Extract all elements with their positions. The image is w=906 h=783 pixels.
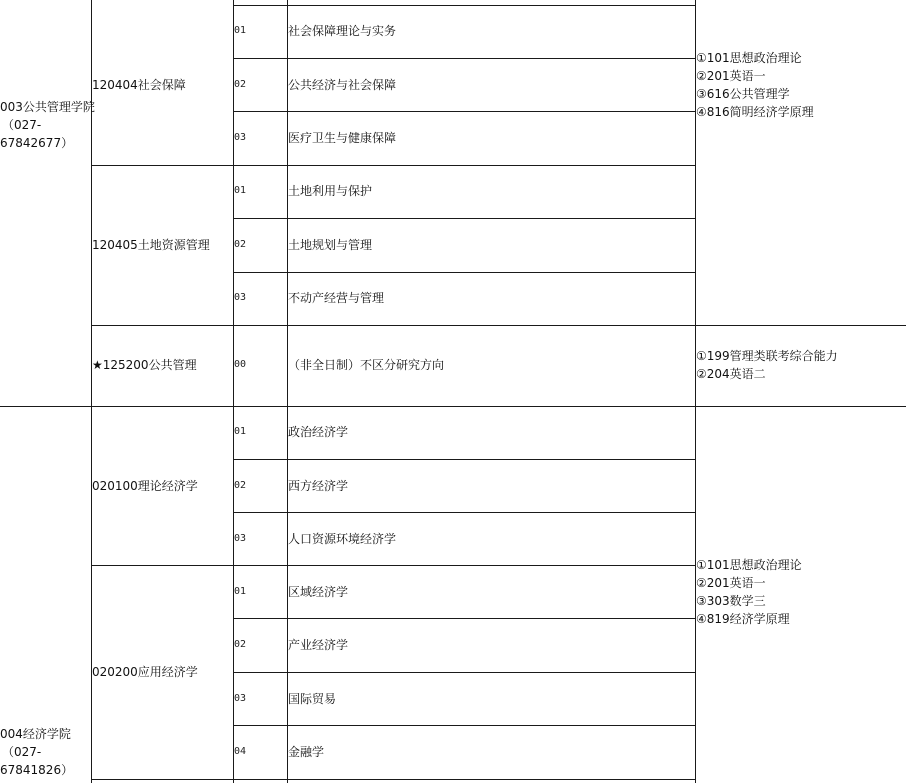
grid-line — [233, 272, 696, 273]
grid-line — [287, 0, 288, 783]
direction-code: 04 — [234, 746, 247, 757]
major-label: 020100理论经济学 — [92, 479, 198, 493]
exam-subjects-cell — [696, 347, 838, 383]
grid-line — [91, 325, 906, 326]
grid-line — [233, 58, 696, 59]
direction-name: 西方经济学 — [288, 479, 349, 493]
grid-line — [233, 459, 696, 460]
direction-name: 公共经济与社会保障 — [288, 78, 397, 92]
exam-subject: ①199管理类联考综合能力 — [696, 349, 838, 363]
direction-code: 03 — [234, 292, 247, 303]
direction-name: （非全日制）不区分研究方向 — [288, 358, 445, 372]
exam-subject: ③616公共管理学 — [696, 87, 790, 101]
direction-code: 00 — [234, 359, 247, 370]
direction-name: 社会保障理论与实务 — [288, 24, 397, 38]
exam-subject: ④819经济学原理 — [696, 612, 790, 626]
department-cell — [0, 98, 95, 152]
exam-subject: ②204英语二 — [696, 367, 766, 381]
direction-code: 03 — [234, 693, 247, 704]
direction-code: 01 — [234, 426, 247, 437]
direction-name: 医疗卫生与健康保障 — [288, 131, 397, 145]
grid-line — [233, 218, 696, 219]
major-label: 020200应用经济学 — [92, 665, 198, 679]
grid-line — [91, 565, 696, 566]
grid-line — [233, 618, 696, 619]
exam-subject: ②201英语一 — [696, 576, 766, 590]
department-cell — [0, 725, 73, 779]
major-label: ★125200公共管理 — [92, 358, 197, 372]
direction-code: 02 — [234, 79, 247, 90]
exam-subject: ①101思想政治理论 — [696, 558, 802, 572]
direction-code: 01 — [234, 25, 247, 36]
department-phone: （027- — [2, 118, 42, 132]
direction-name: 区域经济学 — [288, 585, 349, 599]
direction-code: 01 — [234, 185, 247, 196]
department-phone: 67842677） — [0, 136, 74, 150]
direction-code: 02 — [234, 480, 247, 491]
grid-line — [91, 165, 696, 166]
exam-subject: ③303数学三 — [696, 594, 766, 608]
major-label: 120405土地资源管理 — [92, 238, 210, 252]
grid-line — [233, 672, 696, 673]
grid-line — [233, 725, 696, 726]
direction-name: 政治经济学 — [288, 425, 349, 439]
direction-name: 土地规划与管理 — [288, 238, 373, 252]
major-label: 120404社会保障 — [92, 78, 186, 92]
department-phone: 67841826） — [0, 763, 74, 777]
department-name: 004经济学院 — [0, 727, 71, 741]
department-name: 003公共管理学院 — [0, 100, 95, 114]
exam-subjects-cell — [696, 49, 814, 121]
direction-name: 土地利用与保护 — [288, 184, 373, 198]
direction-code: 02 — [234, 239, 247, 250]
department-phone: （027- — [2, 745, 42, 759]
direction-code: 02 — [234, 639, 247, 650]
grid-line — [233, 111, 696, 112]
grid-line — [233, 0, 234, 783]
direction-name: 产业经济学 — [288, 638, 349, 652]
grid-line — [0, 406, 906, 407]
exam-subjects-cell — [696, 556, 802, 628]
exam-subject: ②201英语一 — [696, 69, 766, 83]
direction-code: 03 — [234, 132, 247, 143]
direction-name: 人口资源环境经济学 — [288, 532, 397, 546]
direction-name: 国际贸易 — [288, 692, 337, 706]
direction-name: 不动产经营与管理 — [288, 291, 385, 305]
exam-subject: ①101思想政治理论 — [696, 51, 802, 65]
grid-line — [233, 512, 696, 513]
direction-code: 01 — [234, 586, 247, 597]
grid-line — [233, 5, 696, 6]
grid-line — [91, 779, 696, 780]
direction-name: 金融学 — [288, 745, 325, 759]
exam-subject: ④816简明经济学原理 — [696, 105, 814, 119]
direction-code: 03 — [234, 533, 247, 544]
